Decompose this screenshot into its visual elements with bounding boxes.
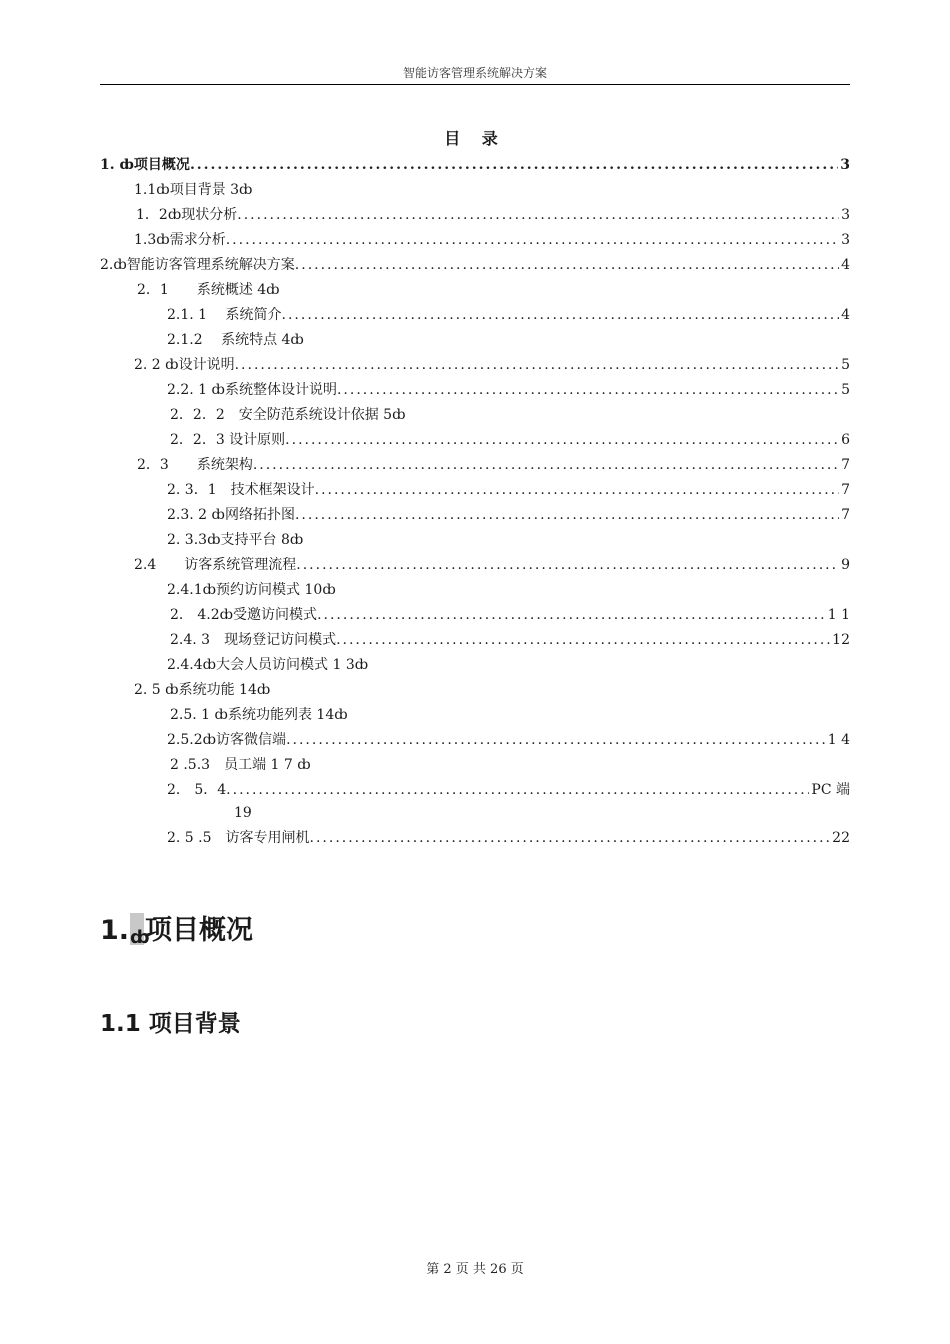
toc-leader bbox=[310, 828, 831, 848]
heading-number: 1. bbox=[100, 915, 130, 946]
toc-entry[interactable] bbox=[170, 430, 850, 450]
toc-entry[interactable] bbox=[167, 480, 850, 500]
toc-entry[interactable] bbox=[134, 355, 850, 375]
toc-entry-page: 1 4 bbox=[827, 732, 850, 748]
toc-entry[interactable] bbox=[170, 405, 850, 425]
toc-entry[interactable] bbox=[167, 580, 850, 600]
toc-entry-continuation bbox=[234, 803, 850, 823]
toc-entry-page: 12 bbox=[832, 632, 850, 648]
toc-leader bbox=[190, 155, 838, 175]
toc-entry-page: 4 bbox=[841, 307, 850, 323]
toc-entry-label: 1.1ȸ项目背景 3ȸ bbox=[134, 182, 253, 198]
toc-entry-page: 1 1 bbox=[827, 607, 850, 623]
toc-entry[interactable] bbox=[170, 605, 850, 625]
toc-entry-page: 4 bbox=[841, 257, 850, 273]
toc-entry-label: 2.4.4ȸ大会人员访问模式 1 3ȸ bbox=[167, 657, 369, 673]
toc-entry-label: 1.3ȸ需求分析 bbox=[134, 232, 226, 248]
heading-glyph: ȸ bbox=[130, 926, 150, 948]
toc-entry[interactable] bbox=[167, 730, 850, 750]
toc-entry[interactable] bbox=[134, 180, 850, 200]
toc-entry[interactable] bbox=[167, 780, 850, 800]
toc-leader bbox=[253, 455, 839, 475]
text-cursor-highlight bbox=[130, 913, 150, 948]
page-footer: 第 2 页 共 26 页 bbox=[426, 1262, 524, 1277]
toc-leader bbox=[237, 205, 839, 225]
toc-entry-page: 7 bbox=[841, 457, 850, 473]
section-heading-1-1: 1.1 项目背景 bbox=[100, 1011, 241, 1037]
toc-entry[interactable] bbox=[100, 155, 850, 175]
toc-entry-label: 2．2．2 安全防范系统设计依据 5ȸ bbox=[170, 407, 406, 423]
toc-leader bbox=[336, 630, 830, 650]
toc-entry-label: 19 bbox=[234, 805, 252, 821]
toc-entry[interactable] bbox=[137, 280, 850, 300]
toc-entry[interactable] bbox=[137, 455, 850, 475]
toc-leader bbox=[286, 730, 826, 750]
toc-leader bbox=[295, 505, 839, 525]
toc-entry-page: PC 端 bbox=[811, 782, 850, 798]
toc-entry-label: 2． 5．4 bbox=[167, 782, 227, 798]
toc-entry[interactable] bbox=[167, 380, 850, 400]
toc-leader bbox=[226, 230, 839, 250]
toc-entry-label: 2.4. 3 现场登记访问模式 bbox=[170, 632, 337, 648]
toc-entry[interactable] bbox=[167, 330, 850, 350]
toc-leader bbox=[317, 605, 826, 625]
toc-entry[interactable] bbox=[136, 205, 850, 225]
toc-leader bbox=[296, 555, 839, 575]
toc-leader bbox=[282, 305, 840, 325]
toc-entry[interactable] bbox=[170, 755, 850, 775]
toc-entry[interactable] bbox=[134, 230, 850, 250]
toc-entry-page: 3 bbox=[840, 157, 850, 173]
toc-entry-label: 2.1.2 系统特点 4ȸ bbox=[167, 332, 304, 348]
toc-entry-label: 2. 3．1 技术框架设计 bbox=[167, 482, 315, 498]
toc-entry[interactable] bbox=[134, 680, 850, 700]
toc-entry-page: 7 bbox=[841, 507, 850, 523]
toc-leader bbox=[235, 355, 839, 375]
toc-entry-label: 2. 5 .5 访客专用闸机 bbox=[167, 830, 310, 846]
toc-entry-label: 1. ȸ项目概况 bbox=[100, 157, 190, 173]
toc-entry-page: 9 bbox=[841, 557, 850, 573]
toc-entry-page: 5 bbox=[841, 357, 850, 373]
toc-entry-label: 2.1. 1 系统简介 bbox=[167, 307, 282, 323]
toc-leader bbox=[315, 480, 839, 500]
toc-entry-page: 3 bbox=[841, 232, 850, 248]
toc-entry-label: 1．2ȸ现状分析 bbox=[136, 207, 238, 223]
toc-entry-label: 2.2. 1 ȸ系统整体设计说明 bbox=[167, 382, 337, 398]
toc-entry-label: 2. 5 ȸ系统功能 14ȸ bbox=[134, 682, 271, 698]
toc-entry-label: 2.5. 1 ȸ系统功能列表 14ȸ bbox=[170, 707, 348, 723]
toc-entry-page: 7 bbox=[841, 482, 850, 498]
toc-entry[interactable] bbox=[167, 505, 850, 525]
toc-entry-label: 2. 2 ȸ设计说明 bbox=[134, 357, 235, 373]
toc-entry-label: 2.4 访客系统管理流程 bbox=[134, 557, 297, 573]
toc-entry[interactable] bbox=[167, 655, 850, 675]
toc-leader bbox=[285, 430, 839, 450]
toc-entry[interactable] bbox=[167, 530, 850, 550]
toc-entry-label: 2.4.1ȸ预约访问模式 10ȸ bbox=[167, 582, 336, 598]
toc-entry[interactable] bbox=[170, 705, 850, 725]
toc-entry[interactable] bbox=[167, 828, 850, 848]
toc-entry-label: 2.ȸ智能访客管理系统解决方案 bbox=[100, 257, 295, 273]
toc-entry-label: 2. 3.3ȸ支持平台 8ȸ bbox=[167, 532, 304, 548]
toc-entry-page: 22 bbox=[832, 830, 850, 846]
toc-entry-label: 2 .5.3 员工端 1 7 ȸ bbox=[170, 757, 311, 773]
toc-entry-label: 2.5.2ȸ访客微信端 bbox=[167, 732, 287, 748]
toc-entry-page: 6 bbox=[841, 432, 850, 448]
section-heading-1 bbox=[100, 908, 253, 948]
toc-entry-label: 2．3 系统架构 bbox=[137, 457, 253, 473]
toc-entry[interactable] bbox=[167, 305, 850, 325]
heading-text: 项目概况 bbox=[145, 915, 254, 946]
toc-entry[interactable] bbox=[170, 630, 850, 650]
toc-entry-label: 2． 4.2ȸ受邀访问模式 bbox=[170, 607, 318, 623]
toc-entry-label: 2.3. 2 ȸ网络拓扑图 bbox=[167, 507, 295, 523]
toc-entry[interactable] bbox=[100, 255, 850, 275]
toc-leader bbox=[226, 780, 809, 800]
toc-entry-label: 2．2．3 设计原则 bbox=[170, 432, 286, 448]
toc-entry-page: 5 bbox=[841, 382, 850, 398]
toc-leader bbox=[337, 380, 839, 400]
page-header: 智能访客管理系统解决方案 bbox=[100, 64, 850, 85]
toc-title: 目 录 bbox=[444, 129, 506, 148]
toc-leader bbox=[295, 255, 839, 275]
toc-entry-label: 2．1 系统概述 4ȸ bbox=[137, 282, 280, 298]
toc-entry-page: 3 bbox=[841, 207, 850, 223]
toc-entry[interactable] bbox=[134, 555, 850, 575]
